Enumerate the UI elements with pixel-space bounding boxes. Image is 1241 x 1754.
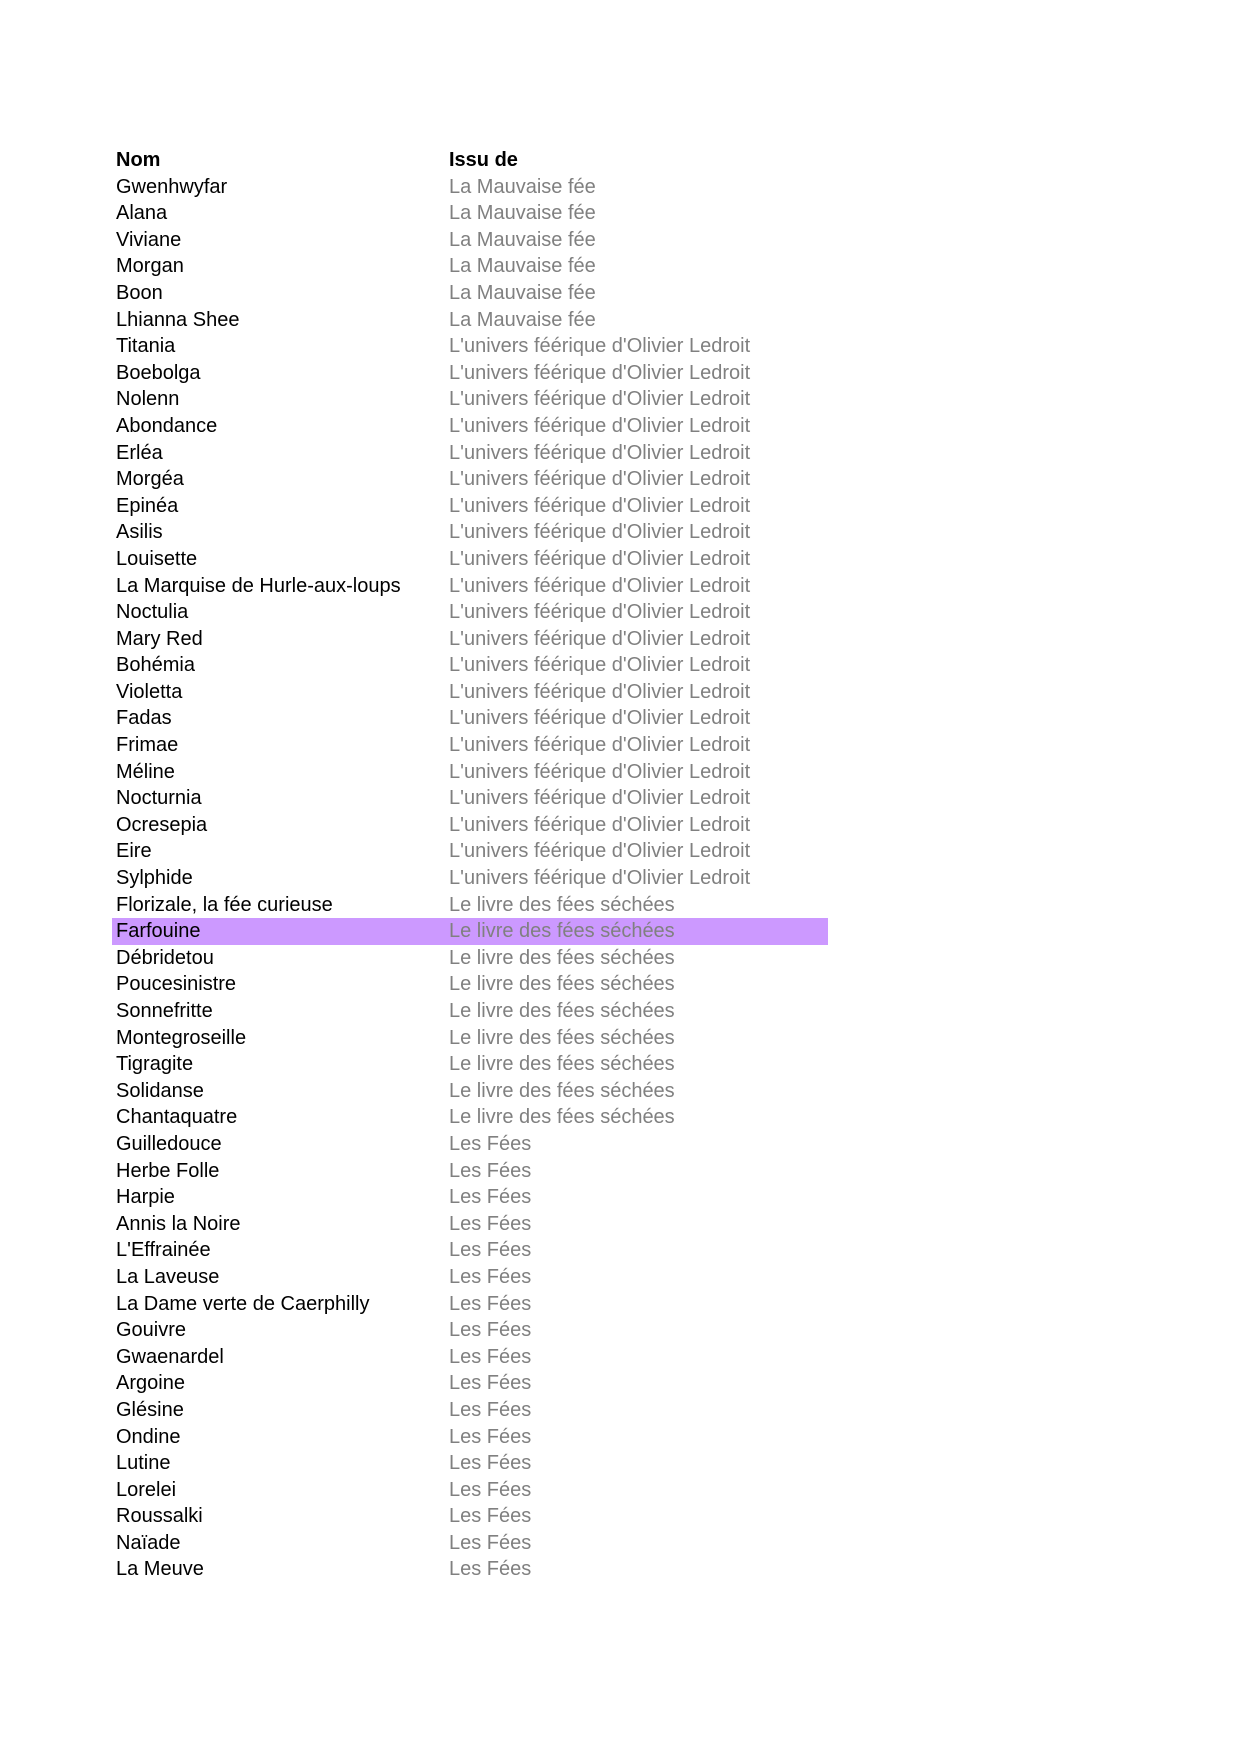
cell-name: Morgan (116, 255, 184, 278)
cell-name: Gouivre (116, 1319, 187, 1342)
cell-source: L'univers féérique d'Olivier Ledroit (449, 574, 751, 597)
table-row (112, 1397, 828, 1424)
cell-source: La Mauvaise fée (449, 255, 596, 278)
cell-name: Méline (116, 760, 175, 783)
table-row (112, 1211, 828, 1238)
cell-name: L'Effrainée (116, 1239, 211, 1262)
cell-name: Montegroseille (116, 1026, 247, 1049)
cell-source: Les Fées (449, 1239, 532, 1262)
cell-source: L'univers féérique d'Olivier Ledroit (449, 521, 751, 544)
cell-name: Sonnefritte (116, 1000, 213, 1022)
table-row (112, 998, 828, 1025)
spreadsheet-table (112, 147, 828, 1583)
cell-name: Argoine (116, 1372, 185, 1395)
table-row (112, 493, 828, 520)
cell-name: Solidanse (116, 1079, 204, 1102)
table-row (112, 1237, 828, 1264)
cell-source: L'univers féérique d'Olivier Ledroit (449, 813, 751, 836)
table-body (112, 174, 828, 1583)
cell-name: Tigragite (116, 1053, 194, 1076)
table-row (112, 971, 828, 998)
table-row (112, 360, 828, 387)
table-row (112, 918, 828, 945)
header-row (112, 147, 828, 174)
cell-name: Titania (116, 335, 176, 358)
table-row (112, 1530, 828, 1557)
cell-name: Farfouine (116, 920, 201, 943)
cell-source: Le livre des fées séchées (449, 920, 675, 943)
table-row (112, 759, 828, 786)
cell-source: Le livre des fées séchées (449, 1053, 675, 1076)
table-row (112, 413, 828, 440)
cell-name: Nolenn (116, 388, 180, 411)
cell-name: La Laveuse (116, 1265, 220, 1288)
cell-name: Guilledouce (116, 1132, 222, 1155)
cell-source: L'univers féérique d'Olivier Ledroit (449, 787, 751, 810)
cell-name: Boon (116, 281, 163, 304)
cell-name: Frimae (116, 734, 179, 757)
table-row (112, 200, 828, 227)
cell-name: Débridetou (116, 946, 214, 969)
table-row (112, 1264, 828, 1291)
table-row (112, 253, 828, 280)
table-row (112, 1450, 828, 1477)
table-row (112, 732, 828, 759)
cell-source: Les Fées (449, 1292, 532, 1315)
cell-name: Florizale, la fée curieuse (116, 893, 333, 916)
table-row (112, 599, 828, 626)
cell-name: Herbe Folle (116, 1159, 220, 1182)
cell-name: Harpie (116, 1186, 175, 1209)
cell-source: L'univers féérique d'Olivier Ledroit (449, 680, 751, 703)
table-row (112, 1424, 828, 1451)
table-row (112, 892, 828, 919)
cell-source: L'univers féérique d'Olivier Ledroit (449, 547, 751, 570)
cell-name: Roussalki (116, 1505, 203, 1528)
cell-name: Ondine (116, 1425, 181, 1448)
table-row (112, 812, 828, 839)
cell-name: Chantaquatre (116, 1106, 238, 1129)
table-row (112, 1184, 828, 1211)
cell-name: La Meuve (116, 1558, 204, 1581)
cell-name: Eire (116, 840, 152, 863)
header-name: Nom (116, 149, 161, 171)
cell-source: L'univers féérique d'Olivier Ledroit (449, 707, 751, 730)
cell-name: Glésine (116, 1398, 184, 1421)
cell-name: Louisette (116, 547, 198, 570)
table-row (112, 1078, 828, 1105)
cell-source: Le livre des fées séchées (449, 973, 675, 996)
table-row (112, 1477, 828, 1504)
cell-name: Violetta (116, 680, 183, 703)
cell-source: Les Fées (449, 1478, 532, 1501)
cell-name: Asilis (116, 521, 163, 544)
table-row (112, 440, 828, 467)
cell-name: Abondance (116, 414, 218, 437)
cell-source: Les Fées (449, 1159, 532, 1182)
cell-name: Ocresepia (116, 813, 208, 836)
cell-source: Le livre des fées séchées (449, 946, 675, 969)
cell-source: Les Fées (449, 1319, 532, 1342)
table-row (112, 679, 828, 706)
cell-name: Sylphide (116, 867, 193, 890)
cell-source: Les Fées (449, 1212, 532, 1235)
table-row (112, 652, 828, 679)
cell-name: Noctulia (116, 601, 189, 624)
cell-source: L'univers féérique d'Olivier Ledroit (449, 840, 751, 863)
cell-source: L'univers féérique d'Olivier Ledroit (449, 335, 751, 358)
cell-source: Le livre des fées séchées (449, 1000, 675, 1022)
table-row (112, 1025, 828, 1052)
table-row (112, 227, 828, 254)
cell-source: Les Fées (449, 1505, 532, 1528)
cell-name: Viviane (116, 228, 182, 251)
cell-source: L'univers féérique d'Olivier Ledroit (449, 867, 751, 890)
cell-name: Lhianna Shee (116, 308, 240, 331)
cell-source: Les Fées (449, 1186, 532, 1209)
cell-source: Les Fées (449, 1372, 532, 1395)
cell-name: Epinéa (116, 494, 179, 517)
cell-source: La Mauvaise fée (449, 175, 596, 198)
cell-source: Le livre des fées séchées (449, 893, 675, 916)
cell-source: Les Fées (449, 1398, 532, 1421)
table-row (112, 1291, 828, 1318)
table-row (112, 546, 828, 573)
cell-source: La Mauvaise fée (449, 228, 596, 251)
cell-name: Morgéa (116, 468, 184, 491)
cell-source: L'univers féérique d'Olivier Ledroit (449, 468, 751, 491)
cell-source: Les Fées (449, 1132, 532, 1155)
table-row (112, 1503, 828, 1530)
cell-source: Les Fées (449, 1452, 532, 1475)
cell-source: Le livre des fées séchées (449, 1106, 675, 1129)
table-row (112, 519, 828, 546)
cell-name: Lorelei (116, 1478, 177, 1501)
table-row (112, 1370, 828, 1397)
cell-source: La Mauvaise fée (449, 281, 596, 304)
cell-name: Naïade (116, 1531, 181, 1554)
cell-name: Nocturnia (116, 787, 202, 810)
cell-source: Le livre des fées séchées (449, 1079, 675, 1102)
table-row (112, 705, 828, 732)
table-row (112, 785, 828, 812)
table-row (112, 174, 828, 201)
table-row (112, 280, 828, 307)
cell-name: La Dame verte de Caerphilly (116, 1292, 370, 1315)
cell-source: La Mauvaise fée (449, 308, 596, 331)
cell-name: Fadas (116, 707, 172, 730)
table-row (112, 838, 828, 865)
table-row (112, 1131, 828, 1158)
table-row (112, 1556, 828, 1583)
cell-name: Mary Red (116, 627, 203, 650)
cell-source: L'univers féérique d'Olivier Ledroit (449, 494, 751, 517)
cell-source: Les Fées (449, 1425, 532, 1448)
table-row (112, 626, 828, 653)
table-row (112, 1344, 828, 1371)
cell-source: Les Fées (449, 1558, 532, 1581)
table-row (112, 945, 828, 972)
table-row (112, 466, 828, 493)
cell-source: L'univers féérique d'Olivier Ledroit (449, 414, 751, 437)
table-row (112, 1158, 828, 1185)
cell-name: La Marquise de Hurle-aux-loups (116, 574, 401, 597)
cell-name: Gwaenardel (116, 1345, 224, 1368)
table-row (112, 307, 828, 334)
cell-source: Les Fées (449, 1345, 532, 1368)
cell-source: L'univers féérique d'Olivier Ledroit (449, 734, 751, 757)
table-row (112, 1104, 828, 1131)
cell-source: L'univers féérique d'Olivier Ledroit (449, 601, 751, 624)
table-row (112, 1051, 828, 1078)
cell-source: Le livre des fées séchées (449, 1026, 675, 1049)
cell-name: Lutine (116, 1452, 171, 1475)
cell-name: Alana (116, 202, 168, 225)
table-row (112, 386, 828, 413)
cell-name: Boebolga (116, 361, 201, 384)
table-row (112, 865, 828, 892)
cell-source: La Mauvaise fée (449, 202, 596, 225)
cell-source: L'univers féérique d'Olivier Ledroit (449, 441, 751, 464)
cell-name: Erléa (116, 441, 163, 464)
cell-source: L'univers féérique d'Olivier Ledroit (449, 361, 751, 384)
cell-name: Annis la Noire (116, 1212, 241, 1235)
cell-name: Gwenhwyfar (116, 175, 228, 198)
cell-name: Bohémia (116, 654, 195, 677)
cell-source: Les Fées (449, 1531, 532, 1554)
table-row (112, 573, 828, 600)
cell-name: Poucesinistre (116, 973, 237, 996)
cell-source: L'univers féérique d'Olivier Ledroit (449, 654, 751, 677)
cell-source: L'univers féérique d'Olivier Ledroit (449, 627, 751, 650)
cell-source: L'univers féérique d'Olivier Ledroit (449, 388, 751, 411)
table-row (112, 1317, 828, 1344)
cell-source: L'univers féérique d'Olivier Ledroit (449, 760, 751, 783)
header-source: Issu de (449, 149, 518, 171)
cell-source: Les Fées (449, 1265, 532, 1288)
table-row (112, 333, 828, 360)
